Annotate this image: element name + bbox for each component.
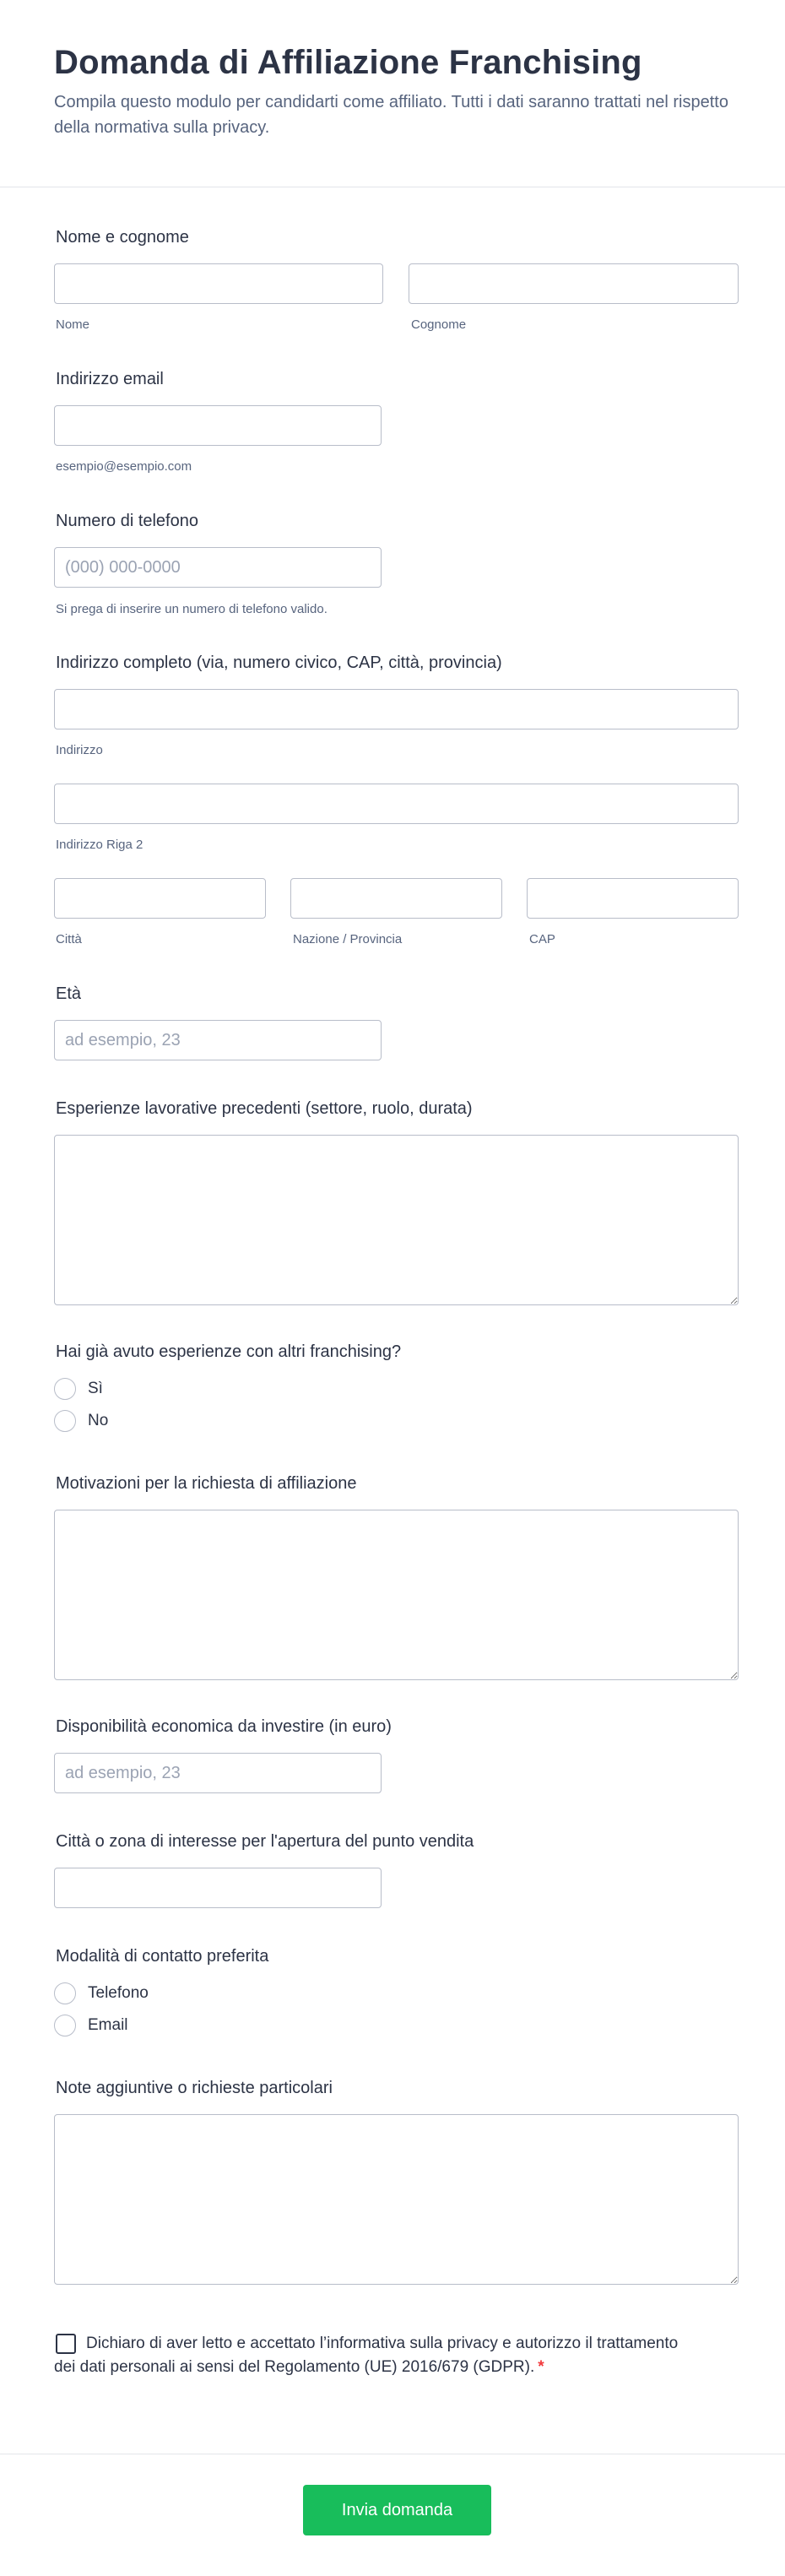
submit-button[interactable]: Invia domanda [303,2485,491,2535]
address-line2-sublabel: Indirizzo Riga 2 [56,838,143,852]
notes-label: Note aggiuntive o richieste particolari [56,2079,333,2097]
radio-button-icon[interactable] [54,1378,76,1400]
age-input[interactable] [54,1020,382,1060]
name-label: Nome e cognome [56,228,189,247]
radio-button-icon[interactable] [54,2015,76,2036]
radio-button-icon[interactable] [54,1410,76,1432]
experience-label: Esperienze lavorative precedenti (settore, ruolo, durata) [56,1099,473,1118]
address-line1-sublabel: Indirizzo [56,743,103,757]
address-label: Indirizzo completo (via, numero civico, CAP, città, provincia) [56,653,502,672]
budget-label: Disponibilità economica da investire (in euro) [56,1717,392,1736]
age-label: Età [56,984,82,1003]
budget-input[interactable] [54,1753,382,1793]
email-input[interactable] [54,405,382,446]
email-label: Indirizzo email [56,370,164,388]
state-input[interactable] [290,878,502,919]
state-sublabel: Nazione / Provincia [293,932,403,946]
zip-sublabel: CAP [529,932,555,946]
form-description: Compila questo modulo per candidarti come affiliato. Tutti i dati saranno trattati nel rispetto della normativa sulla privacy. [54,93,728,137]
franchise-experience-option-yes[interactable] [54,1377,103,1401]
last-name-sublabel: Cognome [411,317,467,332]
contact-option-email[interactable] [54,2014,128,2037]
radio-button-icon[interactable] [54,1982,76,2004]
franchise-experience-option-no[interactable] [54,1409,108,1433]
phone-sublabel: Si prega di inserire un numero di telefono valido. [56,602,328,616]
last-name-input[interactable] [409,263,739,304]
notes-textarea[interactable] [54,2114,739,2285]
franchise-experience-label: Hai già avuto esperienze con altri franchising? [56,1342,402,1361]
form-header [0,0,785,187]
address-line1-input[interactable] [54,689,739,729]
email-sublabel: esempio@esempio.com [56,459,192,474]
address-line2-input[interactable] [54,784,739,824]
form-footer [0,2454,785,2576]
contact-label: Modalità di contatto preferita [56,1947,269,1966]
radio-label: No [88,1412,109,1429]
zip-input[interactable] [527,878,739,919]
radio-label: Telefono [88,1984,149,2002]
phone-input[interactable] [54,547,382,588]
consent-field [54,2332,696,2379]
motivation-label: Motivazioni per la richiesta di affiliazione [56,1474,357,1493]
consent-label: Dichiaro di aver letto e accettato l’informativa sulla privacy e autorizzo il trattamento dei dati personali ai sensi del Regolamento (UE) 2016/679 (GDPR). [54,2335,679,2376]
radio-label: Sì [88,1380,103,1397]
area-input[interactable] [54,1868,382,1908]
consent-checkbox[interactable] [56,2334,76,2354]
motivation-textarea[interactable] [54,1510,739,1680]
radio-label: Email [88,2016,128,2034]
form-title: Domanda di Affiliazione Franchising [54,44,642,81]
experience-textarea[interactable] [54,1135,739,1305]
contact-option-phone[interactable] [54,1982,149,2005]
phone-label: Numero di telefono [56,512,198,530]
city-input[interactable] [54,878,266,919]
first-name-sublabel: Nome [56,317,90,332]
first-name-input[interactable] [54,263,383,304]
city-sublabel: Città [56,932,82,946]
required-mark: * [538,2358,544,2376]
consent-text [54,2332,696,2379]
area-label: Città o zona di interesse per l'apertura del punto vendita [56,1832,474,1851]
